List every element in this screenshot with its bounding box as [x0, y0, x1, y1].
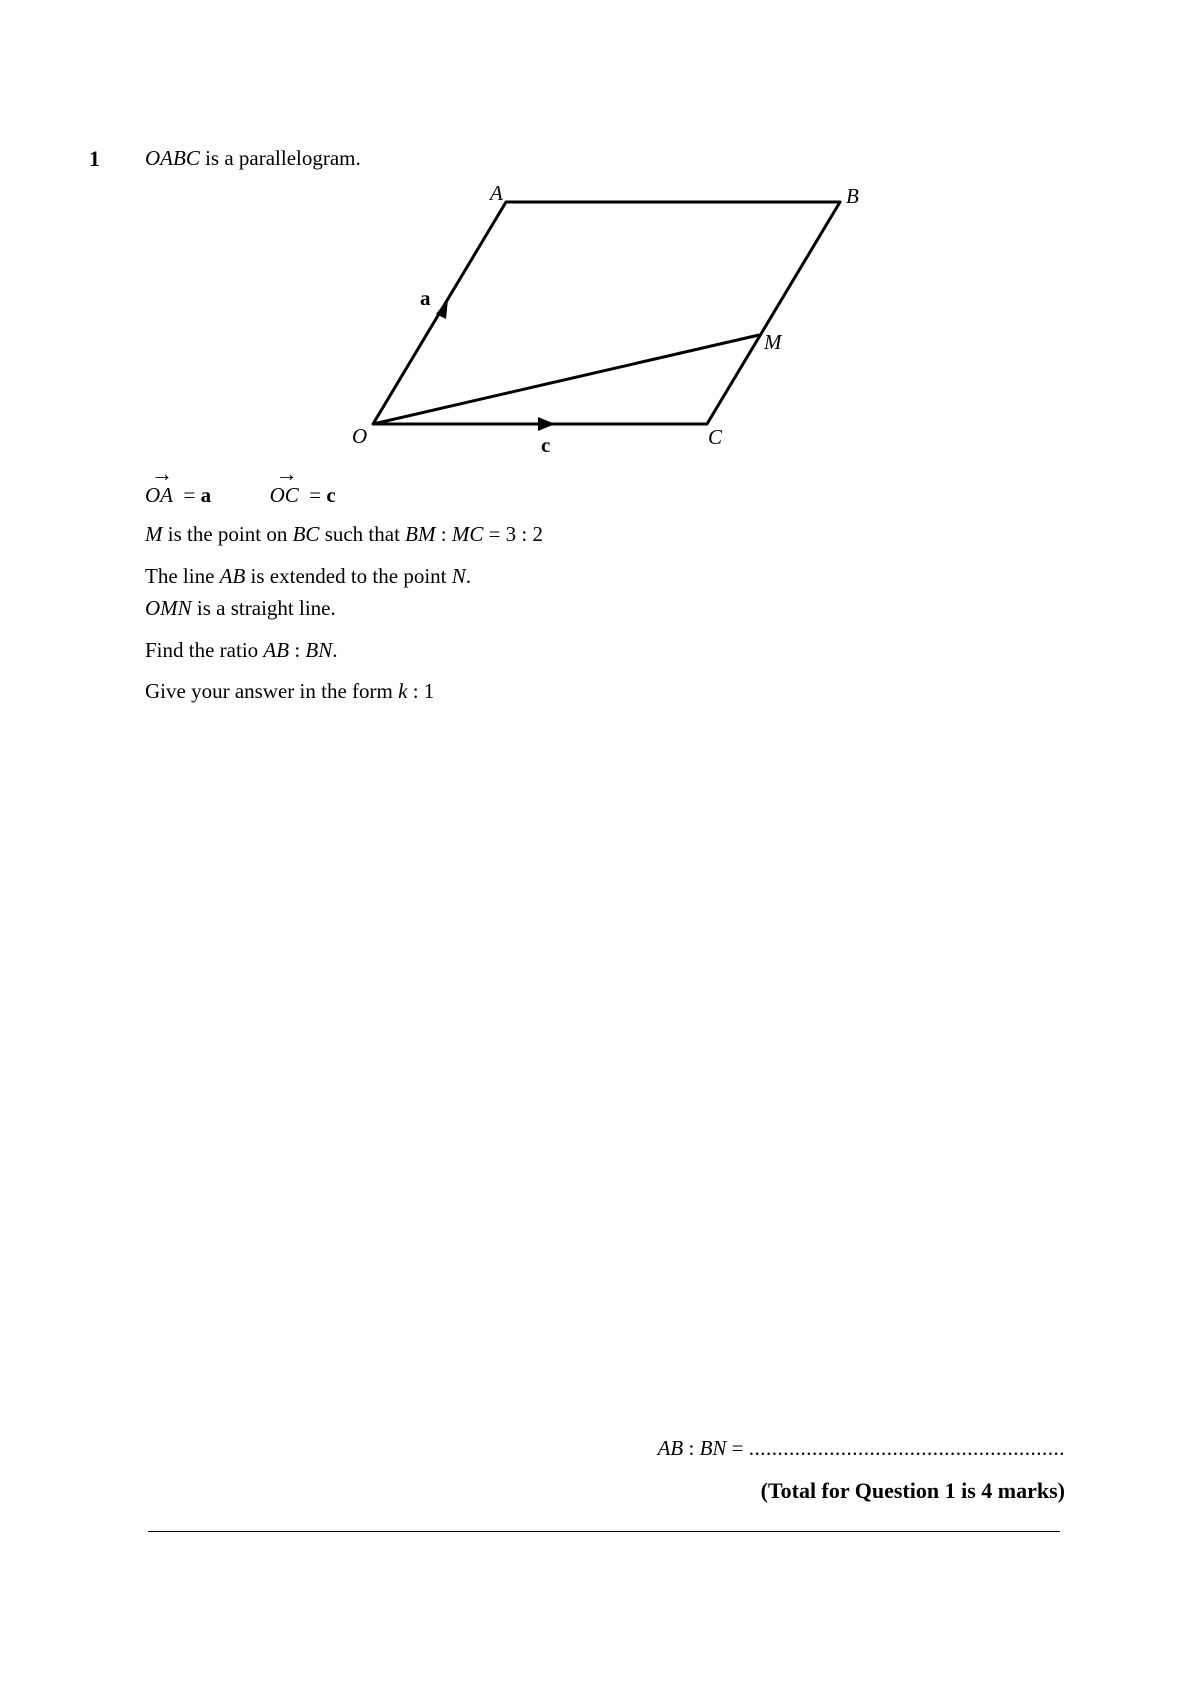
label-C: C [708, 425, 723, 449]
question-number: 1 [89, 146, 100, 171]
statement-find [145, 638, 338, 663]
arrow-c [538, 417, 555, 431]
vector-arrow-icon: → [151, 461, 173, 486]
vector-oa [145, 461, 173, 508]
divider [148, 1531, 1060, 1532]
m-text1: is the point on [162, 522, 293, 546]
statement-straight [145, 596, 336, 621]
k-var: k [398, 679, 408, 703]
ab-var: AB [263, 638, 290, 662]
ext-text3: . [465, 564, 472, 588]
vector-definitions [145, 461, 336, 508]
label-O: O [352, 424, 368, 448]
m-text2: such that [319, 522, 406, 546]
vector-arrow-icon: → [275, 461, 298, 486]
vector-oa-value: a [200, 483, 212, 507]
find-text1: Find the ratio [145, 638, 264, 662]
statement-m-point [145, 522, 543, 547]
straight-text: is a straight line. [191, 596, 336, 620]
vector-oc-name: OC [269, 483, 299, 507]
ratio-text: = 3 : 2 [483, 522, 544, 546]
answer-bn: BN [699, 1436, 727, 1460]
vector-oc-value: c [326, 483, 336, 507]
ext-text2: is extended to the point [245, 564, 452, 588]
line-om [373, 335, 759, 424]
label-M: M [764, 330, 782, 354]
omn-var: OMN [145, 596, 192, 620]
ext-text1: The line [145, 564, 220, 588]
statement-form [145, 679, 434, 704]
colon: : [435, 522, 452, 546]
equals-sign: = [309, 483, 322, 507]
mc-var: MC [451, 522, 484, 546]
answer-line[interactable] [658, 1436, 1065, 1461]
m-var: M [145, 522, 163, 546]
colon: : [289, 638, 306, 662]
bm-var: BM [405, 522, 436, 546]
label-A: A [490, 181, 503, 205]
find-text2: . [332, 638, 338, 662]
bn-var: BN [305, 638, 333, 662]
parallelogram-diagram [0, 0, 1200, 470]
ab-var: AB [219, 564, 246, 588]
answer-dots[interactable]: ....................................................... [748, 1436, 1065, 1460]
label-a: a [420, 286, 431, 310]
total-marks: (Total for Question 1 is 4 marks) [760, 1478, 1065, 1503]
answer-ab: AB [657, 1436, 684, 1460]
answer-colon: : [683, 1436, 700, 1460]
label-c: c [541, 433, 551, 457]
equals-sign: = [183, 483, 196, 507]
answer-equals: = [726, 1436, 749, 1460]
bc-var: BC [292, 522, 320, 546]
n-var: N [451, 564, 466, 588]
vector-oc [269, 461, 299, 508]
intro-text: is a parallelogram. [199, 146, 361, 170]
intro-vertices: OABC [145, 146, 200, 170]
statement-extended [145, 564, 471, 589]
form-text2: : 1 [407, 679, 435, 703]
label-B: B [846, 184, 859, 208]
form-text1: Give your answer in the form [145, 679, 399, 703]
vector-oa-name: OA [145, 483, 173, 507]
